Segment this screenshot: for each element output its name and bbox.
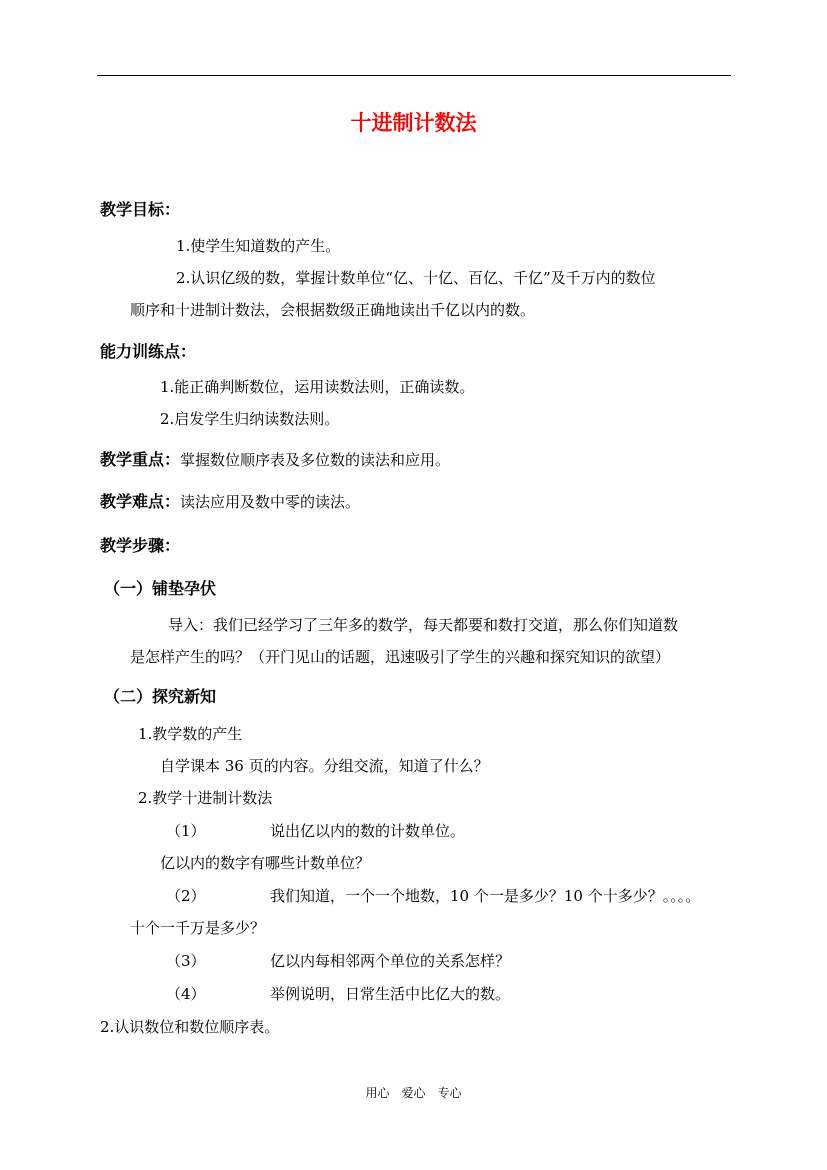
- question-4-number: （4）: [166, 985, 206, 1003]
- header-rule: [97, 75, 731, 76]
- question-2-continuation: 十个一千万是多少？: [130, 919, 266, 937]
- part2-heading: （二）探究新知: [104, 687, 217, 706]
- question-2-number: （2）: [166, 887, 206, 905]
- goals-heading: 教学目标：: [100, 200, 181, 219]
- goal-item-2-line-2: 顺序和十进制计数法，会根据数级正确地读出千亿以内的数。: [130, 301, 536, 319]
- difficult-point-label: 教学难点：: [100, 492, 181, 511]
- goal-item-1: 1.使学生知道数的产生。: [176, 237, 341, 255]
- steps-heading: 教学步骤：: [100, 536, 181, 555]
- question-4-text: 举例说明，日常生活中比亿大的数。: [270, 985, 511, 1003]
- ability-item-1: 1.能正确判断数位，运用读数法则，正确读数。: [160, 378, 475, 396]
- part1-heading: （一）铺垫孕伏: [104, 579, 217, 598]
- section-1-text: 自学课本 36 页的内容。分组交流，知道了什么？: [160, 757, 489, 775]
- key-point: [100, 450, 450, 470]
- abilities-heading: 能力训练点：: [100, 342, 197, 361]
- question-1-text: 说出亿以内的数的计数单位。: [270, 822, 466, 840]
- section-1-title: 1.教学数的产生: [138, 725, 243, 743]
- key-point-label: 教学重点：: [100, 450, 181, 469]
- section-2-title: 2.教学十进制计数法: [138, 789, 273, 807]
- page-title: 十进制计数法: [350, 111, 477, 135]
- ability-item-2: 2.启发学生归纳读数法则。: [160, 410, 340, 428]
- question-2-text: 我们知道，一个一个地数，10 个一是多少？10 个十多少？。。。。: [270, 887, 701, 905]
- part1-line-2: 是怎样产生的吗？（开门见山的话题，迅速吸引了学生的兴趣和探究知识的欲望）: [130, 648, 671, 666]
- difficult-point: [100, 492, 360, 512]
- key-point-text: 掌握数位顺序表及多位数的读法和应用。: [180, 451, 451, 469]
- part1-line-1: 导入：我们已经学习了三年多的数学，每天都要和数打交道，那么你们知道数: [168, 616, 679, 634]
- question-3-number: （3）: [166, 952, 206, 970]
- question-3-text: 亿以内每相邻两个单位的关系怎样？: [270, 952, 511, 970]
- page-footer: 用心 爱心 专心: [365, 1086, 462, 1100]
- section-3-title: 2.认识数位和数位顺序表。: [100, 1018, 280, 1036]
- question-1-number: （1）: [166, 822, 206, 840]
- question-1-sub: 亿以内的数字有哪些计数单位？: [160, 854, 371, 872]
- goal-item-2-line-1: 2.认识亿级的数，掌握计数单位“亿、十亿、百亿、千亿”及千万内的数位: [176, 269, 656, 287]
- difficult-point-text: 读法应用及数中零的读法。: [180, 493, 361, 511]
